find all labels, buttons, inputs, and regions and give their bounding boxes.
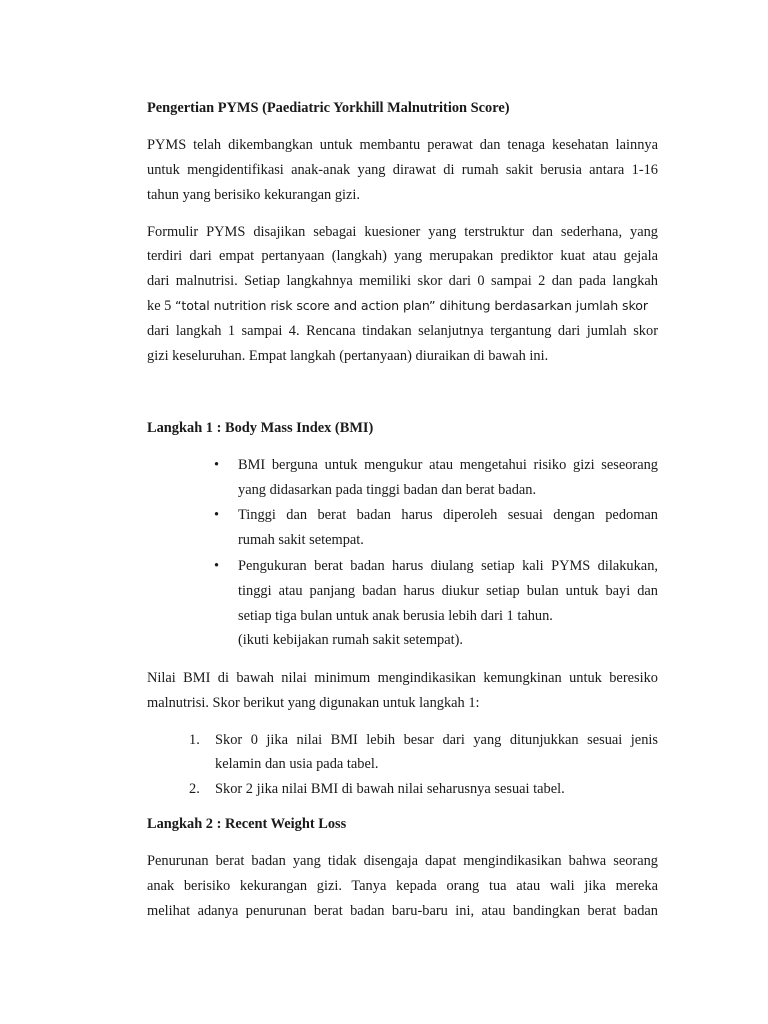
bullet-icon: • (214, 558, 220, 574)
bullet-line: (ikuti kebijakan rumah sakit setempat). (238, 632, 463, 648)
bullet-icon: • (214, 457, 220, 473)
paragraph-line: Penurunan berat badan yang tidak disengaja dapat mengindikasikan bahwa seorang (147, 853, 658, 869)
paragraph-fragment: ke 5 (147, 298, 175, 314)
paragraph-line: untuk mengidentifikasi anak-anak yang dirawat di rumah sakit berusia antara 1-16 (147, 162, 658, 178)
paragraph-line: malnutrisi. Skor berikut yang digunakan untuk langkah 1: (147, 695, 480, 711)
paragraph-line: terdiri dari empat pertanyaan (langkah) yang merupakan prediktor kuat atau gejala (147, 248, 658, 264)
list-number: 1. (189, 732, 200, 748)
numbered-line: Skor 0 jika nilai BMI lebih besar dari yang ditunjukkan sesuai jenis (215, 732, 658, 748)
section-heading-pyms: Pengertian PYMS (Paediatric Yorkhill Malnutrition Score) (147, 100, 510, 116)
bullet-line: yang didasarkan pada tinggi badan dan berat badan. (238, 482, 537, 498)
paragraph-line: anak berisiko kekurangan gizi. Tanya kepada orang tua atau wali jika mereka (147, 878, 658, 894)
bullet-line: Pengukuran berat badan harus diulang setiap kali PYMS dilakukan, (238, 558, 658, 574)
bullet-line: BMI berguna untuk mengukur atau mengetahui risiko gizi seseorang (238, 457, 658, 473)
section-heading-step2: Langkah 2 : Recent Weight Loss (147, 816, 347, 832)
bullet-line: rumah sakit setempat. (238, 532, 364, 548)
paragraph-line: tahun yang berisiko kekurangan gizi. (147, 187, 360, 203)
bullet-line: setiap tiga bulan untuk anak berusia lebih dari 1 tahun. (238, 608, 553, 624)
paragraph-line: Formulir PYMS disajikan sebagai kuesioner yang terstruktur dan sederhana, yang (147, 224, 658, 240)
paragraph-line: PYMS telah dikembangkan untuk membantu perawat dan tenaga kesehatan lainnya (147, 137, 658, 153)
paragraph-line: melihat adanya penurunan berat badan baru-baru ini, atau bandingkan berat badan (147, 903, 658, 919)
numbered-line: kelamin dan usia pada tabel. (215, 756, 379, 772)
paragraph-line: dari malnutrisi. Setiap langkahnya memiliki skor dari 0 sampai 2 dan pada langkah (147, 273, 658, 289)
section-heading-step1: Langkah 1 : Body Mass Index (BMI) (147, 420, 374, 436)
paragraph-line: dari langkah 1 sampai 4. Rencana tindakan selanjutnya tergantung dari jumlah skor (147, 323, 658, 339)
bullet-line: tinggi atau panjang badan harus diukur setiap bulan untuk bayi dan (238, 583, 658, 599)
bullet-line: Tinggi dan berat badan harus diperoleh sesuai dengan pedoman (238, 507, 658, 523)
bullet-icon: • (214, 507, 220, 523)
numbered-line: Skor 2 jika nilai BMI di bawah nilai seharusnya sesuai tabel. (215, 781, 565, 797)
list-number: 2. (189, 781, 200, 797)
paragraph-line: gizi keseluruhan. Empat langkah (pertanyaan) diuraikan di bawah ini. (147, 348, 549, 364)
paragraph-line: Nilai BMI di bawah nilai minimum mengindikasikan kemungkinan untuk beresiko (147, 670, 658, 686)
quoted-phrase: “total nutrition risk score and action plan” dihitung berdasarkan jumlah skor (174, 298, 648, 313)
paragraph-line-mixed (147, 297, 648, 315)
